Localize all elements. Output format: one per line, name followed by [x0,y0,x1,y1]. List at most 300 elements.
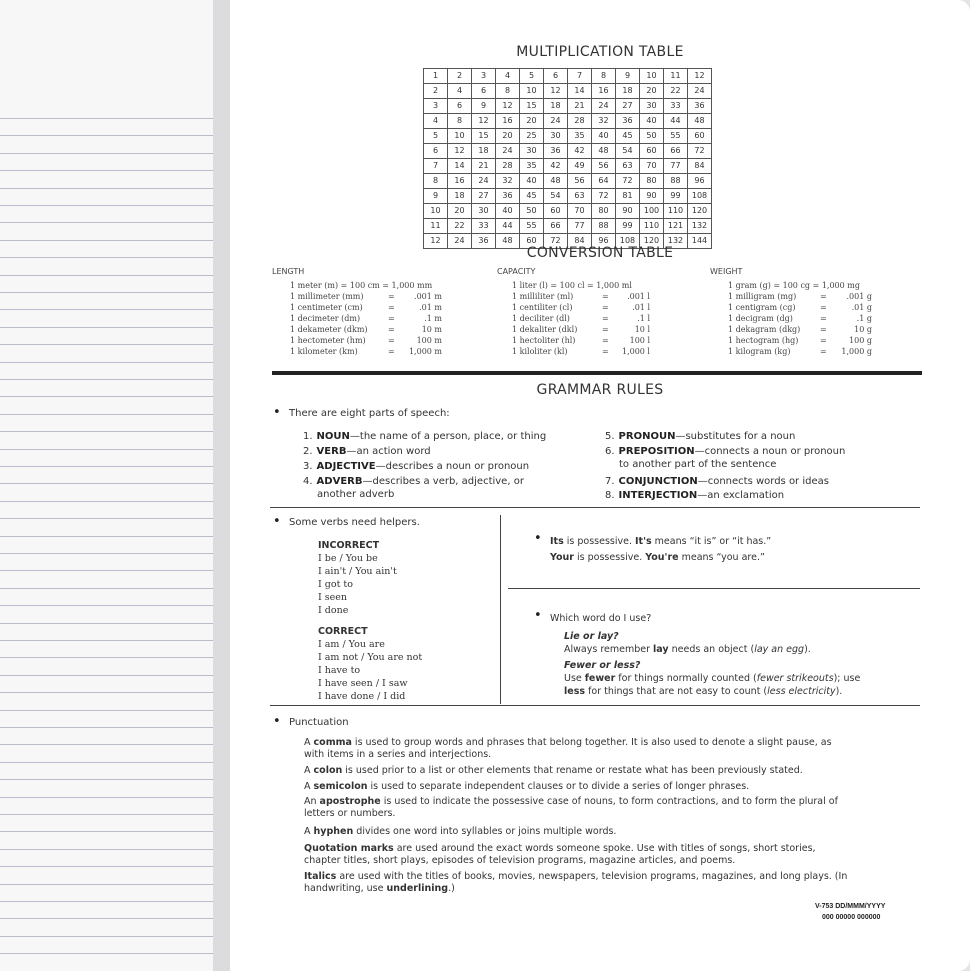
unit-value: .1 l [637,314,650,323]
ruled-line [0,884,213,885]
table-cell: 11 [664,69,688,84]
item-number: 5. [605,431,615,442]
part-definition: —connects a noun or pronoun [694,446,846,457]
table-row [424,219,712,234]
table-cell: 40 [592,129,616,144]
table-cell: 12 [496,99,520,114]
table-cell: 63 [616,159,640,174]
table-cell: 10 [520,84,544,99]
table-cell: 64 [592,174,616,189]
ruled-line [0,431,213,432]
ruled-line [0,849,213,850]
table-cell: 35 [568,129,592,144]
barcode-number: 000 00000 000000 [822,914,881,921]
part-term: ADVERB [316,476,363,487]
table-cell: 20 [496,129,520,144]
ruled-line [0,396,213,397]
table-cell: 36 [496,189,520,204]
unit-value: 10 l [634,325,650,334]
table-cell: 30 [520,144,544,159]
part-term: PRONOUN [618,431,676,442]
ruled-line [0,222,213,223]
table-cell: 70 [640,159,664,174]
table-cell: 24 [688,84,712,99]
table-cell: 32 [592,114,616,129]
table-cell: 60 [520,234,544,249]
punctuation-rule [304,843,849,867]
table-cell: 18 [448,189,472,204]
product-code: V-753 DD/MMM/YYYY [815,903,886,910]
correct-example: I have done / I did [318,691,406,702]
punctuation-intro: • Punctuation [289,717,349,728]
ruled-line [0,901,213,902]
correct-example: I am / You are [318,639,385,650]
punctuation-term: semicolon [313,781,368,792]
equals-sign: = [388,347,395,356]
table-cell: 24 [496,144,520,159]
weight-heading: WEIGHT [710,267,743,276]
table-cell: 20 [448,204,472,219]
table-cell: 80 [592,204,616,219]
punctuation-text: divides one word into syllables or joins multiple words. [353,826,617,837]
ruled-line [0,640,213,641]
unit-label: 1 kilometer (km) [290,347,358,356]
table-cell: 110 [664,204,688,219]
table-cell: 28 [496,159,520,174]
incorrect-example: I got to [318,579,353,590]
table-cell: 42 [544,159,568,174]
ruled-line [0,205,213,206]
italic-example: lay an egg [754,644,805,655]
ruled-line [0,605,213,606]
conversion-row [512,291,650,302]
table-cell: 22 [664,84,688,99]
part-of-speech [303,445,431,458]
table-cell: 72 [688,144,712,159]
equals-sign: = [602,314,609,323]
table-cell: 30 [640,99,664,114]
table-cell: 12 [448,144,472,159]
fewer-less-question: Fewer or less? [564,660,641,671]
punctuation-term: Italics [304,871,337,882]
bold-term: fewer [584,673,616,684]
table-cell: 6 [448,99,472,114]
punctuation-text: is used prior to a list or other elements that rename or restate what has been previously stated. [342,765,803,776]
table-cell: 33 [472,219,496,234]
ruled-line [0,779,213,780]
unit-value: .01 l [632,303,650,312]
table-cell: 45 [520,189,544,204]
table-cell: 48 [544,174,568,189]
conversion-row [512,324,650,335]
table-cell: 24 [544,114,568,129]
italic-example: fewer strikeouts [756,673,834,684]
equals-sign: = [820,292,827,301]
table-cell: 36 [688,99,712,114]
punctuation-text: A [304,781,314,792]
unit-label: 1 decigram (dg) [728,314,793,323]
table-cell: 3 [472,69,496,84]
table-cell: 8 [592,69,616,84]
table-cell: 110 [640,219,664,234]
ruled-line [0,831,213,832]
table-cell: 10 [448,129,472,144]
ruled-line [0,570,213,571]
text: ). [835,686,843,697]
table-cell: 27 [616,99,640,114]
punctuation-text: is used to group words and phrases that belong together. It is also used to denote a slight pause, as with items in a series and interjections. [304,737,832,760]
conversion-row [728,346,872,357]
which-word-intro [534,608,652,625]
table-row [424,144,712,159]
vertical-divider [500,515,501,704]
part-term: PREPOSITION [618,446,695,457]
ruled-line [0,744,213,745]
table-cell: 8 [496,84,520,99]
table-cell: 3 [424,99,448,114]
equals-sign: = [388,314,395,323]
table-cell: 2 [424,84,448,99]
ruled-line [0,623,213,624]
table-row [424,114,712,129]
lie-lay-question: Lie or lay? [564,631,619,642]
table-cell: 88 [664,174,688,189]
ruled-line [0,344,213,345]
unit-label: 1 milligram (mg) [728,292,797,301]
table-cell: 55 [664,129,688,144]
punctuation-text: A [304,737,314,748]
part-definition: —substitutes for a noun [675,431,796,442]
table-cell: 14 [568,84,592,99]
its-meaning: means “it is” or “it has.” [651,536,772,547]
conversion-row [728,291,872,302]
unit-label: 1 meter (m) = 100 cm = 1,000 mm [290,281,433,290]
table-cell: 48 [592,144,616,159]
table-cell: 30 [544,129,568,144]
multiplication-title: MULTIPLICATION TABLE [516,44,684,60]
unit-label: 1 deciliter (dl) [512,314,570,323]
table-cell: 24 [448,234,472,249]
table-cell: 44 [496,219,520,234]
ruled-line [0,710,213,711]
table-cell: 108 [616,234,640,249]
item-number: 2. [303,446,313,457]
table-cell: 12 [544,84,568,99]
ruled-line [0,275,213,276]
ruled-line [0,797,213,798]
conversion-row [290,280,432,291]
table-cell: 35 [520,159,544,174]
punctuation-rule [304,737,849,761]
punctuation-rule [304,781,849,793]
table-cell: 80 [640,174,664,189]
ruled-line [0,292,213,293]
table-cell: 81 [616,189,640,204]
text: Use [564,673,585,684]
ruled-line [0,518,213,519]
unit-label: 1 kilogram (kg) [728,347,791,356]
table-cell: 6 [544,69,568,84]
unit-label: 1 milliliter (ml) [512,292,574,301]
table-cell: 24 [592,99,616,114]
table-cell: 44 [664,114,688,129]
text: for things that are not easy to count ( [585,686,768,697]
bullet-icon: • [534,608,542,623]
table-cell: 56 [568,174,592,189]
table-cell: 66 [544,219,568,234]
unit-value: 100 m [416,336,442,345]
youre-meaning: means “you are.” [678,552,765,563]
unit-label: 1 centiliter (cl) [512,303,573,312]
table-cell: 120 [640,234,664,249]
table-cell: 77 [664,159,688,174]
table-cell: 6 [472,84,496,99]
equals-sign: = [388,292,395,301]
ruled-line [0,936,213,937]
table-cell: 84 [688,159,712,174]
its-rule [534,531,772,548]
table-cell: 16 [448,174,472,189]
conversion-row [290,302,442,313]
part-definition: —connects words or ideas [697,476,829,487]
incorrect-label: INCORRECT [318,540,380,551]
table-cell: 121 [664,219,688,234]
table-cell: 90 [616,204,640,219]
bold-term: lay [653,644,669,655]
table-cell: 36 [544,144,568,159]
punctuation-term: hyphen [313,826,354,837]
table-cell: 84 [568,234,592,249]
table-cell: 11 [424,219,448,234]
part-definition: —describes a noun or pronoun [375,461,530,472]
table-cell: 45 [616,129,640,144]
equals-sign: = [388,303,395,312]
part-term: NOUN [316,431,350,442]
part-of-speech [605,445,845,471]
your-term: Your [550,552,574,563]
left-ruled-page [0,0,215,971]
part-term: INTERJECTION [618,490,698,501]
ruled-line [0,483,213,484]
divider-line [270,705,920,706]
equals-sign: = [602,292,609,301]
table-cell: 18 [616,84,640,99]
conversion-title: CONVERSION TABLE [526,245,674,261]
unit-value: 10 g [854,325,872,334]
table-cell: 27 [472,189,496,204]
table-cell: 54 [616,144,640,159]
table-cell: 100 [640,204,664,219]
part-definition-continued: to another part of the sentence [619,459,777,470]
unit-value: .01 m [419,303,442,312]
conversion-row [728,324,872,335]
table-cell: 32 [496,174,520,189]
table-cell: 36 [616,114,640,129]
ruled-line [0,866,213,867]
incorrect-example: I be / You be [318,553,378,564]
punctuation-text: are used around the exact words someone spoke. Use with titles of songs, short stories, chapter titles, short plays, episodes of television programs, magazine articles, and poems. [304,843,816,866]
table-cell: 96 [688,174,712,189]
table-cell: 55 [520,219,544,234]
table-cell: 28 [568,114,592,129]
ruled-line [0,918,213,919]
table-cell: 96 [592,234,616,249]
italic-example: less electricity [767,686,836,697]
unit-label: 1 centimeter (cm) [290,303,363,312]
table-row [424,129,712,144]
table-cell: 33 [664,99,688,114]
conversion-row [512,280,632,291]
table-cell: 4 [424,114,448,129]
punctuation-term: apostrophe [319,796,381,807]
part-of-speech [605,475,829,488]
table-cell: 132 [664,234,688,249]
bullet-icon: • [534,531,542,546]
unit-label: 1 hectoliter (hl) [512,336,576,345]
equals-sign: = [602,336,609,345]
table-cell: 56 [592,159,616,174]
unit-label: 1 kiloliter (kl) [512,347,568,356]
unit-value: 100 g [849,336,872,345]
table-row [424,204,712,219]
unit-value: .001 g [846,292,872,301]
fewer-answer [564,672,860,685]
equals-sign: = [820,303,827,312]
table-cell: 21 [568,99,592,114]
punctuation-term: comma [313,737,352,748]
punctuation-rule [304,826,849,838]
ruled-line [0,362,213,363]
table-row [424,99,712,114]
incorrect-example: I ain't / You ain't [318,566,397,577]
multiplication-table [423,68,712,249]
ruled-line [0,153,213,154]
table-cell: 144 [688,234,712,249]
item-number: 7. [605,476,615,487]
table-cell: 40 [640,114,664,129]
table-cell: 22 [448,219,472,234]
correct-example: I have to [318,665,361,676]
table-cell: 72 [592,189,616,204]
unit-value: .1 m [424,314,442,323]
table-cell: 20 [520,114,544,129]
unit-label: 1 dekameter (dkm) [290,325,368,334]
ruled-line [0,727,213,728]
table-cell: 12 [424,234,448,249]
ruled-line [0,170,213,171]
parts-intro: • There are eight parts of speech: [289,408,450,419]
table-cell: 77 [568,219,592,234]
unit-label: 1 dekaliter (dkl) [512,325,578,334]
ruled-line [0,466,213,467]
table-cell: 99 [616,219,640,234]
equals-sign: = [820,347,827,356]
ruled-line [0,379,213,380]
unit-value: .001 m [414,292,442,301]
table-cell: 48 [496,234,520,249]
table-cell: 48 [688,114,712,129]
table-cell: 8 [424,174,448,189]
table-cell: 70 [568,204,592,219]
part-of-speech [303,460,529,473]
part-term: ADJECTIVE [316,461,376,472]
part-definition-continued: another adverb [317,489,395,500]
lie-lay-answer [564,643,811,656]
table-cell: 54 [544,189,568,204]
unit-value: .01 g [851,303,872,312]
table-cell: 15 [472,129,496,144]
table-cell: 12 [472,114,496,129]
its-text: is possessive. [563,536,635,547]
equals-sign: = [602,325,609,334]
table-cell: 14 [448,159,472,174]
ruled-line [0,309,213,310]
ruled-line [0,240,213,241]
table-cell: 8 [448,114,472,129]
table-cell: 5 [424,129,448,144]
ruled-line [0,257,213,258]
text: for things normally counted ( [615,673,757,684]
table-cell: 63 [568,189,592,204]
table-cell: 18 [544,99,568,114]
table-cell: 21 [472,159,496,174]
unit-value: 100 l [629,336,650,345]
ruled-line [0,501,213,502]
equals-sign: = [388,325,395,334]
ruled-line [0,536,213,537]
ruled-line [0,953,213,954]
punctuation-text: is used to indicate the possessive case of nouns, to form contractions, and to form the plural of letters or numbers. [304,796,838,819]
table-cell: 50 [520,204,544,219]
table-cell: 25 [520,129,544,144]
unit-value: 10 m [421,325,442,334]
correct-example: I have seen / I saw [318,678,408,689]
text: Always remember [564,644,654,655]
less-answer [564,685,842,698]
capacity-heading: CAPACITY [497,267,536,276]
table-cell: 15 [520,99,544,114]
table-cell: 4 [496,69,520,84]
unit-label: 1 millimeter (mm) [290,292,364,301]
part-definition: —describes a verb, adjective, or [362,476,524,487]
part-of-speech [605,430,795,443]
conversion-row [728,313,872,324]
section-divider [272,371,922,375]
equals-sign: = [820,314,827,323]
punctuation-text: .) [448,883,455,894]
unit-label: 1 gram (g) = 100 cg = 1,000 mg [728,281,860,290]
table-cell: 16 [496,114,520,129]
conversion-row [290,313,442,324]
punctuation-text: An [304,796,320,807]
table-cell: 49 [568,159,592,174]
punctuation-text: A [304,826,314,837]
which-word-text: Which word do I use? [550,613,652,624]
ruled-line [0,135,213,136]
conversion-row [728,280,860,291]
punctuation-rule [304,796,849,820]
table-cell: 40 [496,204,520,219]
youre-contraction: You're [645,552,679,563]
table-cell: 5 [520,69,544,84]
table-cell: 60 [544,204,568,219]
part-of-speech [605,489,784,502]
conversion-row [290,324,442,335]
conversion-row [728,335,872,346]
ruled-line [0,657,213,658]
unit-label: 1 hectometer (hm) [290,336,366,345]
table-cell: 36 [472,234,496,249]
